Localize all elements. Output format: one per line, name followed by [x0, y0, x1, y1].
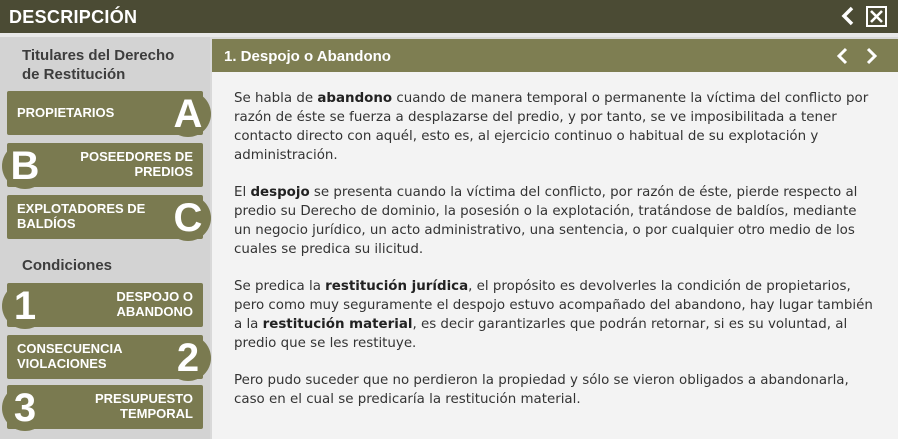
despojo-label: DESPOJO O ABANDONO	[116, 289, 193, 319]
window-titlebar	[0, 0, 898, 33]
paragraph-abandono: Se habla de abandono cuando de manera temporal o permanente la víctima del conflicto por razón de éste se fuerza a desplazarse del predio, y por tanto, se ve imposibilitada a tener contacto directo con aquél, esto es, al ejercicio continuo o habitual de su explotación y administración.	[234, 91, 869, 163]
paragraph-despojo: El despojo se presenta cuando la víctima del conflicto, por razón de éste, pierde respecto al predio su Derecho de dominio, la posesión o la explotación, tratándose de baldíos, mediante un negocio jurídico, un acto administrativo, una sentencia, o por cualquier otro medio de los cuales se predica su ilicitud.	[234, 185, 858, 257]
heading-titulares: Titulares del Derecho de Restitución	[22, 47, 175, 83]
explotadores-label: EXPLOTADORES DE BALDÍOS	[17, 201, 146, 231]
badge-a: A	[165, 91, 211, 137]
badge-3: 3	[2, 385, 48, 431]
content-body	[234, 89, 874, 427]
content-panel	[212, 39, 898, 439]
presupuesto-label: PRESUPUESTO TEMPORAL	[94, 391, 193, 421]
heading-condiciones: Condiciones	[22, 257, 113, 274]
despojo-button[interactable]	[7, 283, 203, 327]
badge-2: 2	[165, 335, 211, 381]
paragraph-restitucion: Se predica la restitución jurídica, el propósito es devolverles la condición de propietarios, pero como muy seguramente el despojo estuvo acompañado del abandono, hay lugar también a la restitución material, es decir garantizarles que podrán retornar, si es su voluntad, al predio que se les restituye.	[234, 279, 873, 351]
back-button[interactable]	[838, 5, 858, 27]
close-button[interactable]	[866, 6, 887, 27]
consecuencia-button[interactable]	[7, 335, 203, 379]
propietarios-button[interactable]	[7, 91, 203, 135]
poseedores-button[interactable]	[7, 143, 203, 187]
sidebar	[0, 37, 210, 439]
prev-button[interactable]	[834, 45, 852, 67]
content-title: 1. Despojo o Abandono	[224, 48, 391, 65]
close-icon	[868, 8, 885, 25]
poseedores-label: POSEEDORES DE PREDIOS	[80, 149, 193, 179]
presupuesto-button[interactable]	[7, 385, 203, 429]
consecuencia-label: CONSECUENCIA VIOLACIONES	[17, 341, 122, 371]
badge-c: C	[165, 195, 211, 241]
badge-b: B	[2, 143, 48, 189]
propietarios-label: PROPIETARIOS	[17, 105, 115, 120]
chevron-right-icon	[862, 45, 880, 67]
explotadores-button[interactable]	[7, 195, 203, 239]
content-header	[212, 39, 898, 72]
chevron-left-icon	[838, 5, 858, 27]
next-button[interactable]	[862, 45, 880, 67]
paragraph-restitucion-material: Pero pudo suceder que no perdieron la propiedad y sólo se vieron obligados a abandonarla, caso en el cual se predicaría la restitución material.	[234, 373, 849, 407]
chevron-left-icon	[834, 45, 852, 67]
window-title: DESCRIPCIÓN	[9, 7, 138, 27]
badge-1: 1	[2, 283, 48, 329]
